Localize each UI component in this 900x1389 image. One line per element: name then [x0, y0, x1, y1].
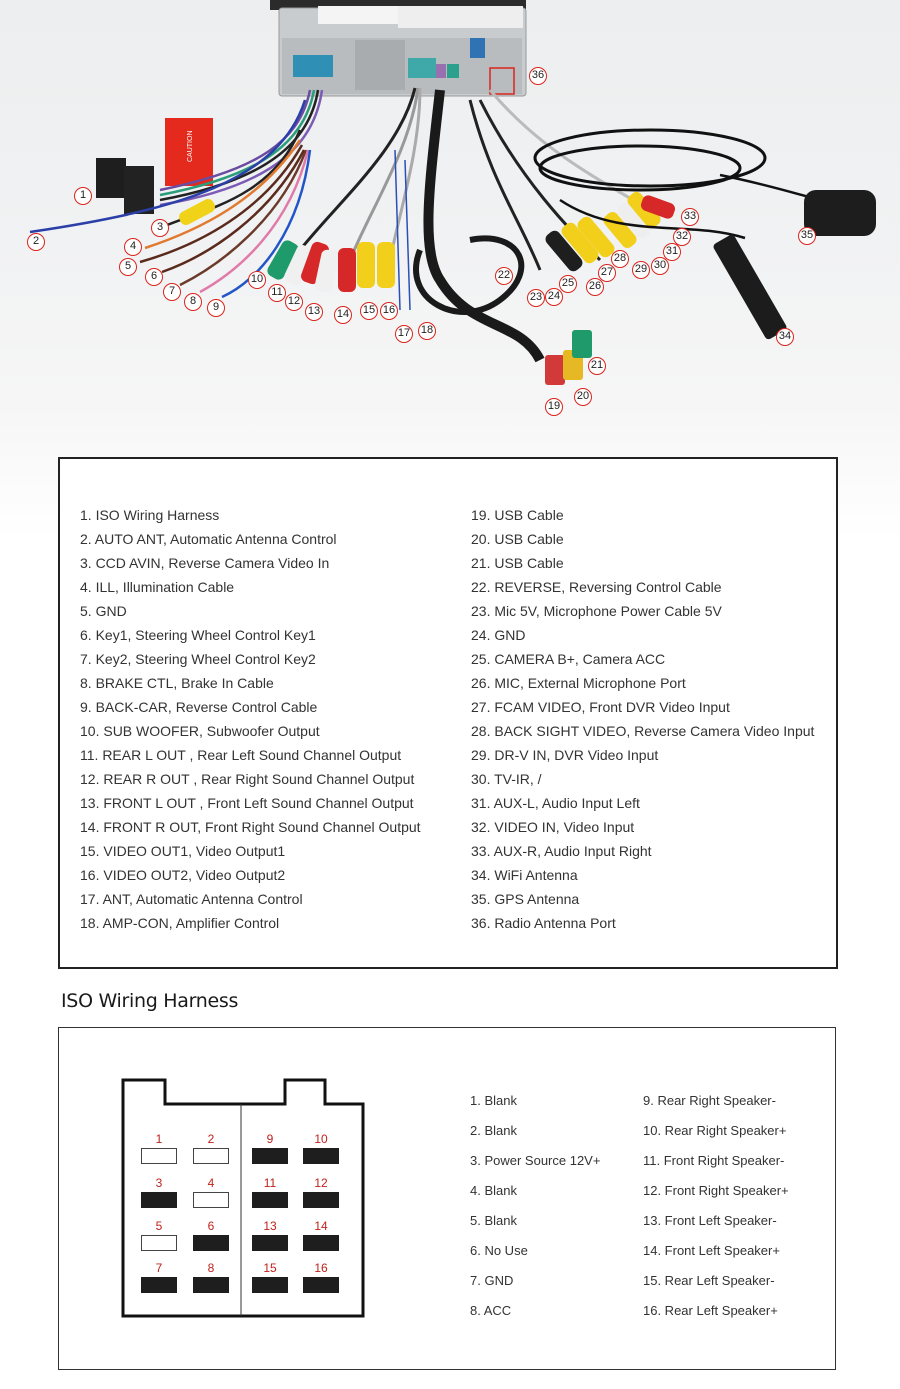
- legend-box: [58, 457, 838, 969]
- callout-marker: 12: [285, 293, 303, 311]
- pin-used: [303, 1235, 339, 1251]
- iso-pin-item: 11. Front Right Speaker-: [643, 1153, 785, 1168]
- pin-blank: [193, 1148, 229, 1164]
- callout-marker: 6: [145, 268, 163, 286]
- legend-item: 18. AMP-CON, Amplifier Control: [80, 915, 280, 931]
- callout-marker: 10: [248, 271, 266, 289]
- iso-pin-list-left: [470, 1086, 600, 1326]
- callout-marker: 23: [527, 289, 545, 307]
- callout-marker: 5: [119, 258, 137, 276]
- pin-number: 2: [207, 1132, 215, 1146]
- callout-marker: 4: [124, 238, 142, 256]
- legend-item: 4. ILL, Illumination Cable: [80, 579, 235, 595]
- callout-marker: 28: [611, 250, 629, 268]
- pin-number: 15: [263, 1261, 277, 1275]
- legend-item: 5. GND: [80, 603, 127, 619]
- pin-used: [303, 1277, 339, 1293]
- pin-number: 16: [314, 1261, 328, 1275]
- callout-marker: 9: [207, 299, 225, 317]
- legend-item: 22. REVERSE, Reversing Control Cable: [471, 579, 722, 595]
- legend-item: 13. FRONT L OUT , Front Left Sound Channel Output: [80, 795, 414, 811]
- pin-used: [252, 1148, 288, 1164]
- callout-marker: 27: [598, 264, 616, 282]
- legend-item: 16. VIDEO OUT2, Video Output2: [80, 867, 286, 883]
- iso-pin-item: 15. Rear Left Speaker-: [643, 1273, 775, 1288]
- pin-number: 4: [207, 1176, 215, 1190]
- svg-text:CAUTION: CAUTION: [187, 130, 194, 162]
- legend-item: 28. BACK SIGHT VIDEO, Reverse Camera Video Input: [471, 723, 815, 739]
- legend-item: 9. BACK-CAR, Reverse Control Cable: [80, 699, 318, 715]
- pin-used: [193, 1235, 229, 1251]
- pin-used: [252, 1235, 288, 1251]
- legend-item: 24. GND: [471, 627, 526, 643]
- legend-column-left: [80, 503, 421, 935]
- callout-marker: 18: [418, 322, 436, 340]
- pin-number: 7: [155, 1261, 163, 1275]
- legend-item: 21. USB Cable: [471, 555, 564, 571]
- iso-pin-item: 10. Rear Right Speaker+: [643, 1123, 787, 1138]
- callout-marker: 8: [184, 293, 202, 311]
- legend-item: 11. REAR L OUT , Rear Left Sound Channel Output: [80, 747, 402, 763]
- iso-pin-item: 16. Rear Left Speaker+: [643, 1303, 778, 1318]
- legend-item: 27. FCAM VIDEO, Front DVR Video Input: [471, 699, 730, 715]
- iso-pin-item: 1. Blank: [470, 1093, 517, 1108]
- pin-number: 14: [314, 1219, 328, 1233]
- legend-item: 17. ANT, Automatic Antenna Control: [80, 891, 303, 907]
- pin-number: 11: [263, 1176, 277, 1190]
- iso-section-title: ISO Wiring Harness: [61, 990, 239, 1012]
- legend-item: 6. Key1, Steering Wheel Control Key1: [80, 627, 316, 643]
- callout-marker: 19: [545, 398, 563, 416]
- legend-item: 26. MIC, External Microphone Port: [471, 675, 686, 691]
- callout-marker: 32: [673, 228, 691, 246]
- callout-marker: 25: [559, 275, 577, 293]
- callout-marker: 3: [151, 219, 169, 237]
- callout-marker: 15: [360, 302, 378, 320]
- pin-number: 6: [207, 1219, 215, 1233]
- callout-marker: 11: [268, 284, 286, 302]
- pin-number: 3: [155, 1176, 163, 1190]
- iso-pin-item: 14. Front Left Speaker+: [643, 1243, 780, 1258]
- callout-marker: 13: [305, 303, 323, 321]
- iso-pinout-box: [58, 1027, 836, 1370]
- legend-item: 8. BRAKE CTL, Brake In Cable: [80, 675, 274, 691]
- pin-used: [141, 1192, 177, 1208]
- pin-used: [141, 1277, 177, 1293]
- callout-marker: 16: [380, 302, 398, 320]
- legend-item: 32. VIDEO IN, Video Input: [471, 819, 635, 835]
- callout-marker: 30: [651, 257, 669, 275]
- callout-marker: 26: [586, 278, 604, 296]
- callout-marker: 24: [545, 288, 563, 306]
- callout-marker: 1: [74, 187, 92, 205]
- iso-pin-item: 8. ACC: [470, 1303, 512, 1318]
- legend-item: 19. USB Cable: [471, 507, 564, 523]
- legend-item: 12. REAR R OUT , Rear Right Sound Channel Output: [80, 771, 415, 787]
- pin-blank: [193, 1192, 229, 1208]
- pin-used: [303, 1192, 339, 1208]
- legend-item: 25. CAMERA B+, Camera ACC: [471, 651, 666, 667]
- iso-pin-item: 3. Power Source 12V+: [470, 1153, 601, 1168]
- pin-used: [252, 1277, 288, 1293]
- legend-column-right: [471, 503, 814, 935]
- callout-marker: 21: [588, 357, 606, 375]
- legend-item: 7. Key2, Steering Wheel Control Key2: [80, 651, 316, 667]
- callout-marker: 7: [163, 283, 181, 301]
- iso-pin-item: 7. GND: [470, 1273, 514, 1288]
- legend-item: 10. SUB WOOFER, Subwoofer Output: [80, 723, 320, 739]
- legend-item: 1. ISO Wiring Harness: [80, 507, 220, 523]
- pin-used: [303, 1148, 339, 1164]
- callout-marker: 36: [529, 67, 547, 85]
- pin-number: 8: [207, 1261, 215, 1275]
- callout-marker: 22: [495, 267, 513, 285]
- legend-item: 20. USB Cable: [471, 531, 564, 547]
- legend-item: 34. WiFi Antenna: [471, 867, 578, 883]
- callout-marker: 33: [681, 208, 699, 226]
- iso-pin-item: 6. No Use: [470, 1243, 528, 1258]
- callout-marker: 14: [334, 306, 352, 324]
- legend-item: 3. CCD AVIN, Reverse Camera Video In: [80, 555, 330, 571]
- iso-pin-list-right: [643, 1086, 789, 1326]
- callout-marker: 17: [395, 325, 413, 343]
- pin-used: [252, 1192, 288, 1208]
- legend-item: 29. DR-V IN, DVR Video Input: [471, 747, 659, 763]
- callout-marker: 31: [663, 243, 681, 261]
- iso-pin-item: 5. Blank: [470, 1213, 517, 1228]
- legend-item: 2. AUTO ANT, Automatic Antenna Control: [80, 531, 337, 547]
- legend-item: 33. AUX-R, Audio Input Right: [471, 843, 652, 859]
- legend-item: 31. AUX-L, Audio Input Left: [471, 795, 640, 811]
- callout-marker: 2: [27, 233, 45, 251]
- legend-item: 30. TV-IR, /: [471, 771, 542, 787]
- iso-pin-item: 12. Front Right Speaker+: [643, 1183, 789, 1198]
- callout-marker: 35: [798, 227, 816, 245]
- legend-item: 14. FRONT R OUT, Front Right Sound Channel Output: [80, 819, 421, 835]
- pin-number: 13: [263, 1219, 277, 1233]
- callout-marker: 29: [632, 261, 650, 279]
- legend-item: 35. GPS Antenna: [471, 891, 580, 907]
- legend-item: 15. VIDEO OUT1, Video Output1: [80, 843, 286, 859]
- legend-item: 23. Mic 5V, Microphone Power Cable 5V: [471, 603, 722, 619]
- pin-number: 10: [314, 1132, 328, 1146]
- pin-blank: [141, 1148, 177, 1164]
- pin-number: 12: [314, 1176, 328, 1190]
- legend-item: 36. Radio Antenna Port: [471, 915, 616, 931]
- iso-pin-item: 4. Blank: [470, 1183, 517, 1198]
- pin-blank: [141, 1235, 177, 1251]
- pin-number: 5: [155, 1219, 163, 1233]
- iso-pin-item: 2. Blank: [470, 1123, 517, 1138]
- callout-marker: 34: [776, 328, 794, 346]
- pin-used: [193, 1277, 229, 1293]
- pin-number: 9: [266, 1132, 274, 1146]
- iso-pin-item: 9. Rear Right Speaker-: [643, 1093, 776, 1108]
- pin-number: 1: [155, 1132, 163, 1146]
- iso-pin-item: 13. Front Left Speaker-: [643, 1213, 777, 1228]
- callout-marker: 20: [574, 388, 592, 406]
